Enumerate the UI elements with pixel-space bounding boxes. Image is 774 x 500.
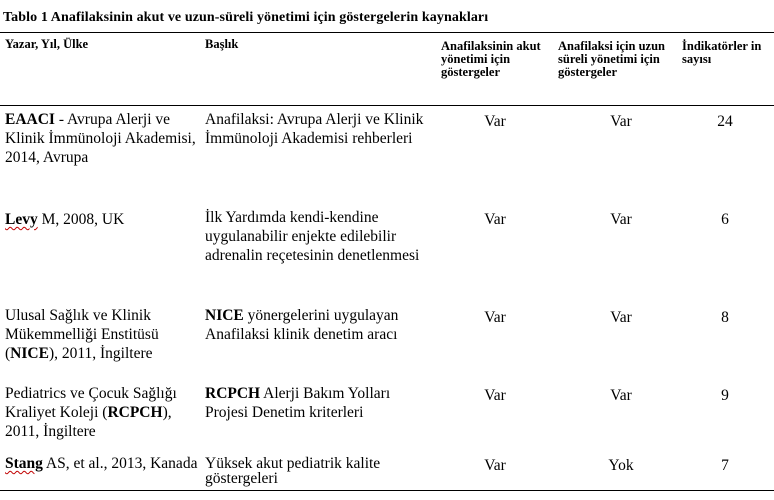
row-count: 8 <box>721 309 729 326</box>
row-author: EAACI - Avrupa Alerji ve Klinik İmmünoloji Akademisi, 2014, Avrupa <box>5 111 196 166</box>
row-acute: Var <box>484 211 506 228</box>
table-bottom-rule <box>0 490 774 491</box>
row-author: Ulusal Sağlık ve Klinik Mükemmelliği Enstitüsü (NICE), 2011, İngiltere <box>5 307 159 362</box>
header-acute: Anafilaksinin akut yönetimi için göstergeler <box>441 39 541 79</box>
table-top-rule <box>0 32 774 33</box>
row-title: Yüksek akut pediatrik kalite göstergeleri <box>205 455 381 487</box>
row-longterm: Var <box>610 387 632 404</box>
row-author: Levy M, 2008, UK <box>5 211 125 228</box>
row-acute: Var <box>484 457 506 474</box>
row-longterm: Var <box>610 211 632 228</box>
row-author: Pediatrics ve Çocuk Sağlığı Kraliyet Koleji (RCPCH), 2011, İngiltere <box>5 385 177 440</box>
row-acute: Var <box>484 387 506 404</box>
row-count: 7 <box>721 457 729 474</box>
header-title: Başlık <box>205 37 239 51</box>
row-count: 6 <box>721 211 729 228</box>
row-count: 24 <box>717 113 733 130</box>
header-bottom-rule <box>0 105 774 106</box>
row-longterm: Yok <box>608 457 634 474</box>
header-author: Yazar, Yıl, Ülke <box>5 37 89 51</box>
row-title: İlk Yardımda kendi-kendine uygulanabilir enjekte edilebilir adrenalin reçetesinin denetlenmesi <box>205 209 420 264</box>
row-author: Stang AS, et al., 2013, Kanada <box>5 455 198 472</box>
row-title: RCPCH Alerji Bakım Yolları Projesi Denetim kriterleri <box>205 385 391 421</box>
row-title: Anafilaksi: Avrupa Alerji ve Klinik İmmünoloji Akademisi rehberleri <box>205 111 424 147</box>
row-acute: Var <box>484 113 506 130</box>
table-caption: Tablo 1 Anafilaksinin akut ve uzun-süreli yönetimi için göstergelerin kaynakları <box>3 10 489 25</box>
row-acute: Var <box>484 309 506 326</box>
row-longterm: Var <box>610 113 632 130</box>
header-count: İndikatörler in sayısı <box>682 39 762 66</box>
row-longterm: Var <box>610 309 632 326</box>
row-title: NICE yönergelerini uygulayan Anafilaksi klinik denetim aracı <box>205 307 399 343</box>
row-count: 9 <box>721 387 729 404</box>
header-longterm: Anafilaksi için uzun süreli yönetimi için göstergeler <box>558 39 665 79</box>
